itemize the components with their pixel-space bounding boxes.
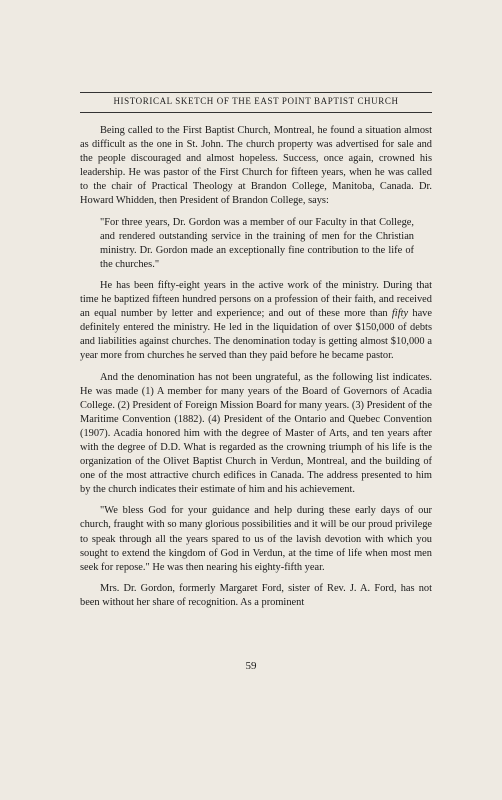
header-rule-top bbox=[80, 92, 432, 93]
header-rule-bottom bbox=[80, 112, 432, 113]
running-head: HISTORICAL SKETCH OF THE EAST POINT BAPTIST CHURCH bbox=[113, 96, 399, 106]
quote-whidden: "For three years, Dr. Gordon was a member of our Faculty in that College, and rendered outstanding service in the training of men for the Christian ministry. Dr. Gordon made an exceptionally fine contribution to the life of the churches." bbox=[100, 216, 414, 270]
paragraph-montreal: Being called to the First Baptist Church, Montreal, he found a situation almost as difficult as the one in St. John. The church property was advertised for sale and the people discouraged and almost hopeless. Success, once again, crowned his leadership. He was pastor of the First Church for fifteen years, when he was called to the chair of Practical Theology at Brandon College, Manitoba, Canada. Dr. Howard Whidden, then President of Brandon College, says: bbox=[80, 125, 432, 207]
page-number: 59 bbox=[245, 660, 257, 672]
paragraph-mrs-gordon: Mrs. Dr. Gordon, formerly Margaret Ford, sister of Rev. J. A. Ford, has not been without her share of recognition. As a prominent bbox=[80, 582, 432, 608]
paragraph-address: "We bless God for your guidance and help during these early days of our church, fraught with so many glorious possibilities and it will be our proud privilege to speak through all the years spared to us of the lavish devotion with which you sought to extend the kingdom of God in Verdun, at the time of life when most men seek for repose." He was then nearing his eighty-fifth year. bbox=[80, 505, 432, 573]
paragraph-ministry bbox=[80, 279, 432, 364]
emphasis-fifty: fifty bbox=[391, 308, 409, 320]
body-text bbox=[80, 124, 432, 617]
paragraph-ministry-part-1: He has been fifty-eight years in the active work of the ministry. During that time he baptized fifteen hundred persons on a profession of their faith, and received an equal number by letter and experience; and out of these more than bbox=[80, 279, 432, 320]
paragraph-ministry-part-2: have definitely entered the ministry. He led in the liquidation of over $150,000 of debts and liabilities against churches. The denomination today is getting almost $10,000 a year more from churches he served than they paid before he became pastor. bbox=[80, 308, 432, 362]
paragraph-honors: And the denomination has not been ungrateful, as the following list indicates. He was made (1) A member for many years of the Board of Governors of Acadia College. (2) President of Foreign Mission Board for many years. (3) President of the Maritime Convention (1882). (4) President of the Ontario and Quebec Convention (1907). Acadia honored him with the degree of Master of Arts, and ten years after with the degree of D.D. What is regarded as the crowning triumph of his life is the organization of the Olivet Baptist Church in Verdun, Montreal, and the building of one of the most attractive church edifices in Canada. The address presented to him by the church indicates their estimate of him and his achievement. bbox=[80, 371, 432, 496]
